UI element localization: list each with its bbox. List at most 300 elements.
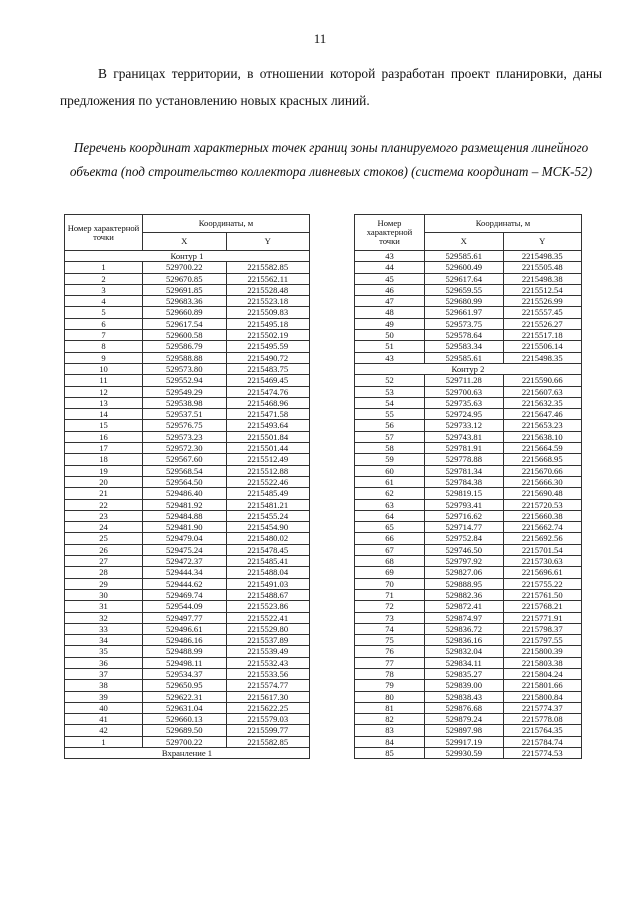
coordinates-table-left (64, 214, 310, 759)
point-number-cell: 1 (65, 736, 143, 747)
table-row (355, 668, 582, 679)
x-coordinate-cell: 529469.74 (143, 589, 227, 600)
y-coordinate-cell: 2215495.18 (226, 318, 310, 329)
point-number-cell: 49 (355, 318, 425, 329)
x-coordinate-cell: 529680.99 (425, 296, 504, 307)
table-row (355, 657, 582, 668)
y-coordinate-cell: 2215784.74 (503, 736, 582, 747)
point-number-cell: 63 (355, 499, 425, 510)
y-coordinate-cell: 2215664.59 (503, 443, 582, 454)
point-number-cell: 85 (355, 748, 425, 759)
table-row (355, 680, 582, 691)
point-number-cell: 21 (65, 488, 143, 499)
table-row (65, 318, 310, 329)
table-row (355, 748, 582, 759)
table-row (65, 680, 310, 691)
y-coordinate-cell: 2215804.24 (503, 668, 582, 679)
intro-paragraph: В границах территории, в отношении которой разработан проект планировки, даны предложения по установлению новых красных линий. (60, 66, 602, 108)
x-coordinate-cell: 529475.24 (143, 544, 227, 555)
point-number-cell: 41 (65, 714, 143, 725)
x-coordinate-cell: 529683.36 (143, 296, 227, 307)
x-coordinate-cell: 529661.97 (425, 307, 504, 318)
table-row (355, 646, 582, 657)
x-coordinate-cell: 529600.58 (143, 330, 227, 341)
y-coordinate-cell: 2215501.84 (226, 431, 310, 442)
table-row (355, 589, 582, 600)
point-number-cell: 79 (355, 680, 425, 691)
point-number-cell: 50 (355, 330, 425, 341)
table-row (65, 284, 310, 295)
x-coordinate-cell: 529537.51 (143, 409, 227, 420)
y-coordinate-cell: 2215690.48 (503, 488, 582, 499)
table-row (65, 510, 310, 521)
table-row (355, 251, 582, 262)
y-coordinate-cell: 2215668.95 (503, 454, 582, 465)
x-coordinate-cell: 529573.75 (425, 318, 504, 329)
table-row (355, 635, 582, 646)
point-number-cell: 67 (355, 544, 425, 555)
table-row (355, 612, 582, 623)
table-row (65, 386, 310, 397)
y-coordinate-cell: 2215501.44 (226, 443, 310, 454)
table-row (355, 409, 582, 420)
x-coordinate-cell: 529872.41 (425, 601, 504, 612)
point-number-cell: 48 (355, 307, 425, 318)
y-coordinate-cell: 2215701.54 (503, 544, 582, 555)
y-coordinate-cell: 2215488.04 (226, 567, 310, 578)
y-coordinate-cell: 2215512.88 (226, 465, 310, 476)
x-coordinate-cell: 529585.61 (425, 352, 504, 363)
point-number-cell: 20 (65, 476, 143, 487)
y-coordinate-cell: 2215574.77 (226, 680, 310, 691)
x-coordinate-cell: 529832.04 (425, 646, 504, 657)
table-row (355, 702, 582, 713)
point-number-cell: 7 (65, 330, 143, 341)
x-coordinate-cell: 529839.00 (425, 680, 504, 691)
x-coordinate-cell: 529874.97 (425, 612, 504, 623)
y-coordinate-cell: 2215528.48 (226, 284, 310, 295)
table-row (65, 352, 310, 363)
x-coordinate-cell: 529882.36 (425, 589, 504, 600)
point-number-cell: 34 (65, 635, 143, 646)
x-coordinate-cell: 529797.92 (425, 556, 504, 567)
y-coordinate-cell: 2215480.02 (226, 533, 310, 544)
point-number-cell: 23 (65, 510, 143, 521)
point-number-cell: 42 (65, 725, 143, 736)
header-x: X (425, 233, 504, 251)
coordinates-table-right (354, 214, 582, 759)
y-coordinate-cell: 2215590.66 (503, 375, 582, 386)
x-coordinate-cell: 529538.98 (143, 397, 227, 408)
point-number-cell: 12 (65, 386, 143, 397)
point-number-cell: 10 (65, 363, 143, 374)
table-body-left (65, 251, 310, 759)
x-coordinate-cell: 529897.98 (425, 725, 504, 736)
point-number-cell: 65 (355, 522, 425, 533)
point-number-cell: 81 (355, 702, 425, 713)
point-number-cell: 61 (355, 476, 425, 487)
point-number-cell: 40 (65, 702, 143, 713)
y-coordinate-cell: 2215562.11 (226, 273, 310, 284)
table-row (65, 635, 310, 646)
point-number-cell: 43 (355, 251, 425, 262)
y-coordinate-cell: 2215666.30 (503, 476, 582, 487)
x-coordinate-cell: 529617.54 (143, 318, 227, 329)
y-coordinate-cell: 2215696.61 (503, 567, 582, 578)
point-number-cell: 19 (65, 465, 143, 476)
y-coordinate-cell: 2215764.35 (503, 725, 582, 736)
point-number-cell: 37 (65, 668, 143, 679)
x-coordinate-cell: 529568.54 (143, 465, 227, 476)
point-number-cell: 69 (355, 567, 425, 578)
y-coordinate-cell: 2215523.86 (226, 601, 310, 612)
y-coordinate-cell: 2215778.08 (503, 714, 582, 725)
x-coordinate-cell: 529567.60 (143, 454, 227, 465)
y-coordinate-cell: 2215622.25 (226, 702, 310, 713)
table-row (355, 443, 582, 454)
y-coordinate-cell: 2215490.72 (226, 352, 310, 363)
point-number-cell: 22 (65, 499, 143, 510)
y-coordinate-cell: 2215498.35 (503, 352, 582, 363)
y-coordinate-cell: 2215800.84 (503, 691, 582, 702)
y-coordinate-cell: 2215517.18 (503, 330, 582, 341)
x-coordinate-cell: 529714.77 (425, 522, 504, 533)
table-row (65, 397, 310, 408)
x-coordinate-cell: 529444.62 (143, 578, 227, 589)
header-y: Y (503, 233, 582, 251)
x-coordinate-cell: 529827.06 (425, 567, 504, 578)
x-coordinate-cell: 529588.88 (143, 352, 227, 363)
y-coordinate-cell: 2215768.21 (503, 601, 582, 612)
point-number-cell: 6 (65, 318, 143, 329)
x-coordinate-cell: 529552.94 (143, 375, 227, 386)
y-coordinate-cell: 2215771.91 (503, 612, 582, 623)
point-number-cell: 77 (355, 657, 425, 668)
y-coordinate-cell: 2215800.39 (503, 646, 582, 657)
table-row (355, 601, 582, 612)
table-row (355, 262, 582, 273)
y-coordinate-cell: 2215599.77 (226, 725, 310, 736)
table-row (65, 488, 310, 499)
point-number-cell: 25 (65, 533, 143, 544)
point-number-cell: 80 (355, 691, 425, 702)
x-coordinate-cell: 529576.75 (143, 420, 227, 431)
x-coordinate-cell: 529481.92 (143, 499, 227, 510)
point-number-cell: 57 (355, 431, 425, 442)
x-coordinate-cell: 529835.27 (425, 668, 504, 679)
x-coordinate-cell: 529534.37 (143, 668, 227, 679)
table-row (65, 533, 310, 544)
point-number-cell: 16 (65, 431, 143, 442)
y-coordinate-cell: 2215522.46 (226, 476, 310, 487)
x-coordinate-cell: 529746.50 (425, 544, 504, 555)
table-row (65, 443, 310, 454)
point-number-cell: 28 (65, 567, 143, 578)
x-coordinate-cell: 529498.11 (143, 657, 227, 668)
y-coordinate-cell: 2215774.53 (503, 748, 582, 759)
point-number-cell: 44 (355, 262, 425, 273)
table-row (355, 488, 582, 499)
y-coordinate-cell: 2215523.18 (226, 296, 310, 307)
y-coordinate-cell: 2215692.56 (503, 533, 582, 544)
y-coordinate-cell: 2215498.38 (503, 273, 582, 284)
table-row (65, 589, 310, 600)
point-number-cell: 47 (355, 296, 425, 307)
point-number-cell: 14 (65, 409, 143, 420)
table-row (355, 567, 582, 578)
y-coordinate-cell: 2215502.19 (226, 330, 310, 341)
header-x: X (143, 233, 227, 251)
x-coordinate-cell: 529585.61 (425, 251, 504, 262)
point-number-cell: 66 (355, 533, 425, 544)
x-coordinate-cell: 529930.59 (425, 748, 504, 759)
table-row (355, 318, 582, 329)
table-row (355, 476, 582, 487)
table-row (355, 714, 582, 725)
table-row (65, 341, 310, 352)
y-coordinate-cell: 2215670.66 (503, 465, 582, 476)
table-row (65, 623, 310, 634)
x-coordinate-cell: 529660.13 (143, 714, 227, 725)
table-row (65, 454, 310, 465)
x-coordinate-cell: 529479.04 (143, 533, 227, 544)
y-coordinate-cell: 2215632.35 (503, 397, 582, 408)
y-coordinate-cell: 2215579.03 (226, 714, 310, 725)
y-coordinate-cell: 2215526.99 (503, 296, 582, 307)
point-number-cell: 74 (355, 623, 425, 634)
y-coordinate-cell: 2215522.41 (226, 612, 310, 623)
y-coordinate-cell: 2215653.23 (503, 420, 582, 431)
point-number-cell: 4 (65, 296, 143, 307)
point-number-cell: 84 (355, 736, 425, 747)
x-coordinate-cell: 529700.22 (143, 262, 227, 273)
table-row (355, 420, 582, 431)
y-coordinate-cell: 2215512.49 (226, 454, 310, 465)
y-coordinate-cell: 2215481.21 (226, 499, 310, 510)
x-coordinate-cell: 529819.15 (425, 488, 504, 499)
table-row (355, 431, 582, 442)
x-coordinate-cell: 529784.38 (425, 476, 504, 487)
table-row (355, 544, 582, 555)
table-row (65, 262, 310, 273)
point-number-cell: 60 (355, 465, 425, 476)
y-coordinate-cell: 2215455.24 (226, 510, 310, 521)
y-coordinate-cell: 2215512.54 (503, 284, 582, 295)
y-coordinate-cell: 2215660.38 (503, 510, 582, 521)
table-row (65, 725, 310, 736)
table-row (355, 465, 582, 476)
y-coordinate-cell: 2215582.85 (226, 736, 310, 747)
table-row (65, 409, 310, 420)
table-row (355, 341, 582, 352)
table-row (355, 284, 582, 295)
x-coordinate-cell: 529724.95 (425, 409, 504, 420)
table-row (65, 476, 310, 487)
x-coordinate-cell: 529838.43 (425, 691, 504, 702)
x-coordinate-cell: 529586.79 (143, 341, 227, 352)
table-row (65, 544, 310, 555)
y-coordinate-cell: 2215485.41 (226, 556, 310, 567)
y-coordinate-cell: 2215468.96 (226, 397, 310, 408)
table-row (355, 375, 582, 386)
x-coordinate-cell: 529631.04 (143, 702, 227, 713)
x-coordinate-cell: 529572.30 (143, 443, 227, 454)
point-number-cell: 51 (355, 341, 425, 352)
section-label: Контур 1 (65, 251, 310, 262)
x-coordinate-cell: 529659.55 (425, 284, 504, 295)
x-coordinate-cell: 529444.34 (143, 567, 227, 578)
table-row (65, 273, 310, 284)
point-number-cell: 17 (65, 443, 143, 454)
point-number-cell: 72 (355, 601, 425, 612)
table-row (65, 307, 310, 318)
table-row (355, 454, 582, 465)
x-coordinate-cell: 529484.88 (143, 510, 227, 521)
y-coordinate-cell: 2215495.59 (226, 341, 310, 352)
table-row (65, 522, 310, 533)
table-row (65, 567, 310, 578)
table-row (355, 522, 582, 533)
point-number-cell: 38 (65, 680, 143, 691)
table-row (65, 668, 310, 679)
y-coordinate-cell: 2215505.48 (503, 262, 582, 273)
table-row (65, 330, 310, 341)
table-row (65, 612, 310, 623)
x-coordinate-cell: 529733.12 (425, 420, 504, 431)
x-coordinate-cell: 529879.24 (425, 714, 504, 725)
x-coordinate-cell: 529544.09 (143, 601, 227, 612)
y-coordinate-cell: 2215532.43 (226, 657, 310, 668)
y-coordinate-cell: 2215798.37 (503, 623, 582, 634)
y-coordinate-cell: 2215797.55 (503, 635, 582, 646)
table-row (65, 657, 310, 668)
table-row (65, 296, 310, 307)
y-coordinate-cell: 2215509.83 (226, 307, 310, 318)
section-label: Вхранление 1 (65, 748, 310, 759)
y-coordinate-cell: 2215454.90 (226, 522, 310, 533)
x-coordinate-cell: 529781.91 (425, 443, 504, 454)
point-number-cell: 82 (355, 714, 425, 725)
point-number-cell: 68 (355, 556, 425, 567)
point-number-cell: 30 (65, 589, 143, 600)
table-row (65, 556, 310, 567)
y-coordinate-cell: 2215803.38 (503, 657, 582, 668)
y-coordinate-cell: 2215485.49 (226, 488, 310, 499)
point-number-cell: 71 (355, 589, 425, 600)
point-number-cell: 31 (65, 601, 143, 612)
point-number-cell: 53 (355, 386, 425, 397)
section-row (65, 748, 310, 759)
x-coordinate-cell: 529917.19 (425, 736, 504, 747)
x-coordinate-cell: 529781.34 (425, 465, 504, 476)
y-coordinate-cell: 2215638.10 (503, 431, 582, 442)
table-row (65, 420, 310, 431)
table-row (355, 386, 582, 397)
x-coordinate-cell: 529711.28 (425, 375, 504, 386)
y-coordinate-cell: 2215539.49 (226, 646, 310, 657)
y-coordinate-cell: 2215529.80 (226, 623, 310, 634)
header-point-number: Номер характерной точки (65, 215, 143, 251)
table-body-right (355, 251, 582, 759)
y-coordinate-cell: 2215647.46 (503, 409, 582, 420)
point-number-cell: 29 (65, 578, 143, 589)
y-coordinate-cell: 2215537.89 (226, 635, 310, 646)
point-number-cell: 11 (65, 375, 143, 386)
x-coordinate-cell: 529700.63 (425, 386, 504, 397)
table-row (355, 273, 582, 284)
point-number-cell: 62 (355, 488, 425, 499)
y-coordinate-cell: 2215617.30 (226, 691, 310, 702)
header-point-number: Номер характерной точки (355, 215, 425, 251)
point-number-cell: 78 (355, 668, 425, 679)
x-coordinate-cell: 529716.62 (425, 510, 504, 521)
x-coordinate-cell: 529836.72 (425, 623, 504, 634)
point-number-cell: 59 (355, 454, 425, 465)
point-number-cell: 45 (355, 273, 425, 284)
section-label: Контур 2 (355, 363, 582, 374)
y-coordinate-cell: 2215506.14 (503, 341, 582, 352)
table-row (355, 510, 582, 521)
table-row (355, 296, 582, 307)
y-coordinate-cell: 2215607.63 (503, 386, 582, 397)
table-row (355, 578, 582, 589)
point-number-cell: 73 (355, 612, 425, 623)
point-number-cell: 46 (355, 284, 425, 295)
point-number-cell: 33 (65, 623, 143, 634)
x-coordinate-cell: 529650.95 (143, 680, 227, 691)
x-coordinate-cell: 529481.90 (143, 522, 227, 533)
x-coordinate-cell: 529488.99 (143, 646, 227, 657)
y-coordinate-cell: 2215471.58 (226, 409, 310, 420)
table-row (65, 646, 310, 657)
x-coordinate-cell: 529472.37 (143, 556, 227, 567)
y-coordinate-cell: 2215761.50 (503, 589, 582, 600)
point-number-cell: 39 (65, 691, 143, 702)
x-coordinate-cell: 529496.61 (143, 623, 227, 634)
point-number-cell: 70 (355, 578, 425, 589)
y-coordinate-cell: 2215483.75 (226, 363, 310, 374)
table-row (65, 363, 310, 374)
point-number-cell: 83 (355, 725, 425, 736)
point-number-cell: 35 (65, 646, 143, 657)
point-number-cell: 55 (355, 409, 425, 420)
point-number-cell: 54 (355, 397, 425, 408)
table-row (355, 556, 582, 567)
table-row (65, 431, 310, 442)
x-coordinate-cell: 529834.11 (425, 657, 504, 668)
point-number-cell: 5 (65, 307, 143, 318)
table-row (65, 601, 310, 612)
y-coordinate-cell: 2215469.45 (226, 375, 310, 386)
point-number-cell: 13 (65, 397, 143, 408)
point-number-cell: 2 (65, 273, 143, 284)
x-coordinate-cell: 529689.50 (143, 725, 227, 736)
y-coordinate-cell: 2215493.64 (226, 420, 310, 431)
y-coordinate-cell: 2215720.53 (503, 499, 582, 510)
table-row (65, 714, 310, 725)
y-coordinate-cell: 2215730.63 (503, 556, 582, 567)
x-coordinate-cell: 529670.85 (143, 273, 227, 284)
header-y: Y (226, 233, 310, 251)
point-number-cell: 27 (65, 556, 143, 567)
section-row (65, 251, 310, 262)
table-row (355, 736, 582, 747)
x-coordinate-cell: 529617.64 (425, 273, 504, 284)
table-heading: Перечень координат характерных точек границ зоны планируемого размещения линейного объекта (под строительство коллектора ливневых стоков) (система координат – МСК-52) (69, 140, 593, 179)
y-coordinate-cell: 2215774.37 (503, 702, 582, 713)
table-row (355, 623, 582, 634)
y-coordinate-cell: 2215498.35 (503, 251, 582, 262)
